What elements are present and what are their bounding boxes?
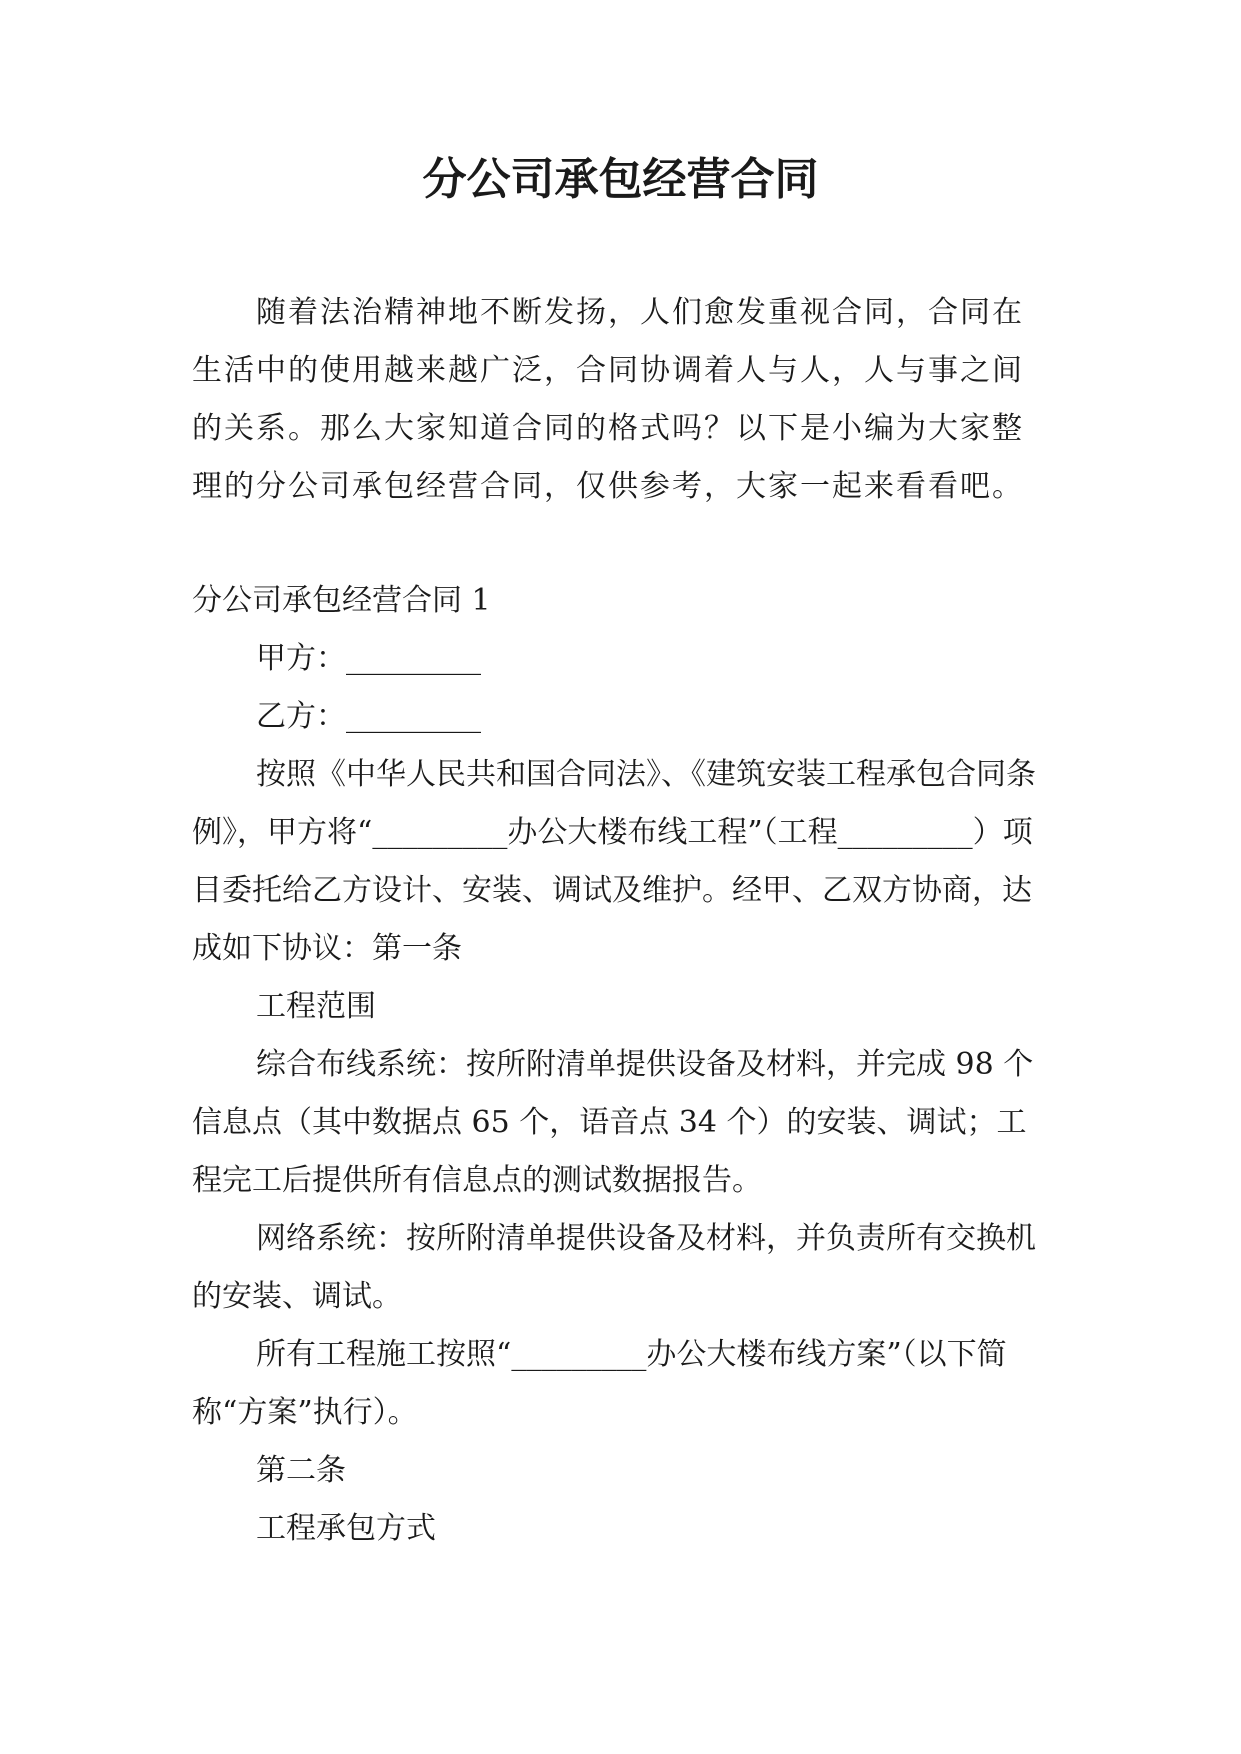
clause-heading: 工程范围 <box>256 989 376 1024</box>
section-heading: 分公司承包经营合同 1 <box>192 583 491 618</box>
article-heading: 第二条 <box>256 1453 346 1488</box>
spacer <box>192 516 1054 572</box>
party-a-line: 甲方：_________ <box>256 641 481 676</box>
party-b-line: 乙方：_________ <box>256 699 481 734</box>
plan-paragraph: 所有工程施工按照“_________办公大楼布线方案”（以下简称“方案”执行）。 <box>192 1337 1007 1430</box>
document-title: 分公司承包经营合同 <box>422 154 819 205</box>
network-paragraph: 网络系统：按所附清单提供设备及材料，并负责所有交换机的安装、调试。 <box>192 1221 1036 1314</box>
cabling-paragraph: 综合布线系统：按所附清单提供设备及材料，并完成 98 个信息点（其中数据点 65 个，语音点 34 个）的安装、调试；工程完工后提供所有信息点的测试数据报告。 <box>192 1047 1034 1198</box>
document-body <box>192 284 1054 1558</box>
intro-paragraph: 随着法治精神地不断发扬，人们愈发重视合同，合同在生活中的使用越来越广泛，合同协调着人与人，人与事之间的关系。那么大家知道合同的格式吗？以下是小编为大家整理的分公司承包经营合同，仅供参考，大家一起来看看吧。 <box>192 295 1024 504</box>
clause-heading: 工程承包方式 <box>256 1511 436 1546</box>
preamble-paragraph: 按照《中华人民共和国合同法》、《建筑安装工程承包合同条例》，甲方将“_________办公大楼布线工程”（工程_________）项目委托给乙方设计、安装、调试及维护。经甲、乙双方协商，达成如下协议：第一条 <box>192 757 1036 966</box>
